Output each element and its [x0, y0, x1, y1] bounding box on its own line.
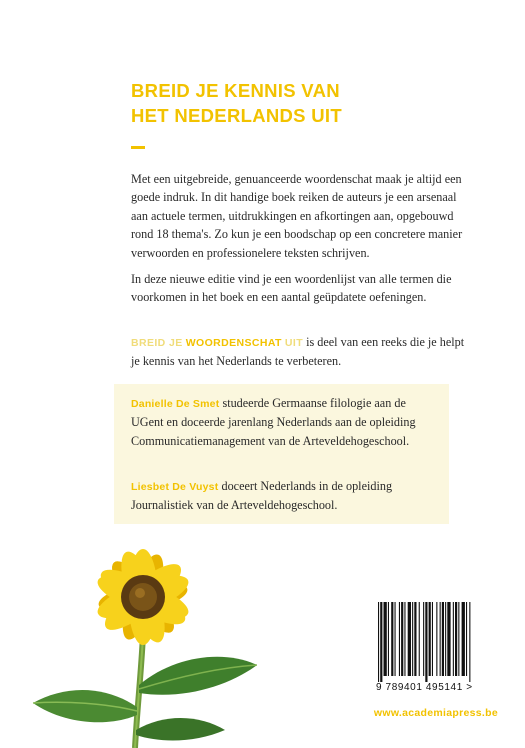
barcode-bar	[412, 602, 413, 676]
series-title-part-2: WOORDENSCHAT	[185, 337, 282, 349]
barcode-bar	[425, 602, 427, 682]
authors-box	[114, 384, 449, 524]
author-description: studeerde Germaanse filologie aan de UGent en doceerde jarenlang Nederlands aan de opleiding Communicatiemanagement van de Arteveldehogeschool.	[131, 396, 416, 448]
barcode-bars	[376, 602, 490, 682]
headline-line-2: HET NEDERLANDS UIT	[131, 105, 342, 126]
barcode-bar	[469, 602, 470, 682]
isbn-number: 9 789401 495141 >	[376, 682, 473, 693]
barcode-bar	[455, 602, 457, 676]
headline-line-1: BREID JE KENNIS VAN	[131, 80, 340, 101]
barcode-bar	[384, 602, 387, 676]
back-cover-headline	[131, 78, 461, 128]
series-title-part-1: BREID JE	[131, 337, 183, 349]
barcode-bar	[380, 602, 382, 682]
barcode-bar	[453, 602, 454, 676]
author-name: Danielle De Smet	[131, 398, 220, 410]
barcode-bar	[466, 602, 467, 676]
barcode-bar	[436, 602, 437, 676]
barcode-bar	[440, 602, 441, 676]
barcode-bar	[395, 602, 396, 676]
barcode-bar	[419, 602, 420, 676]
author-bio	[131, 394, 436, 450]
barcode-bar	[445, 602, 446, 676]
author-bio	[131, 477, 436, 515]
barcode-bar	[401, 602, 403, 676]
barcode-bar	[458, 602, 459, 676]
series-title-part-3: UIT	[284, 337, 304, 349]
publisher-website: www.academiapress.be	[373, 707, 498, 719]
barcode-bar	[388, 602, 389, 676]
intro-paragraph: Met een uitgebreide, genuanceerde woordenschat maak je altijd een goede indruk. In dit handige boek reiken de auteurs je een arsenaal aan actuele termen, uitdrukkingen en afkortingen aan, opgebouwd rond 18 thema's. Zo kun je een boodschap op een concretere manier verwoorden en professionelere teksten schrijven.	[131, 172, 463, 260]
barcode-bar	[391, 602, 393, 676]
series-description: is deel van een reeks die je helpt je kennis van het Nederlands te verbeteren.	[131, 335, 465, 369]
barcode	[376, 602, 490, 693]
barcode-bar	[442, 602, 444, 676]
barcode-bar	[423, 602, 424, 676]
sunflower-illustration	[25, 535, 270, 748]
barcode-bar	[399, 602, 400, 676]
barcode-bar	[404, 602, 405, 676]
barcode-bar	[414, 602, 416, 676]
barcode-bar	[429, 602, 431, 676]
barcode-bar	[447, 602, 450, 676]
series-paragraph	[131, 333, 466, 371]
barcode-bar	[462, 602, 465, 676]
author-description: doceert Nederlands in de opleiding Journalistiek van de Arteveldehogeschool.	[131, 479, 393, 513]
barcode-bar	[408, 602, 411, 676]
new-edition-paragraph: In deze nieuwe editie vind je een woordenlijst van alle termen die voorkomen in het boek en een aantal geüpdatete oefeningen.	[131, 272, 452, 305]
accent-dash	[131, 146, 145, 149]
barcode-bar	[432, 602, 433, 676]
author-name: Liesbet De Vuyst	[131, 481, 219, 493]
barcode-bar	[378, 602, 379, 682]
